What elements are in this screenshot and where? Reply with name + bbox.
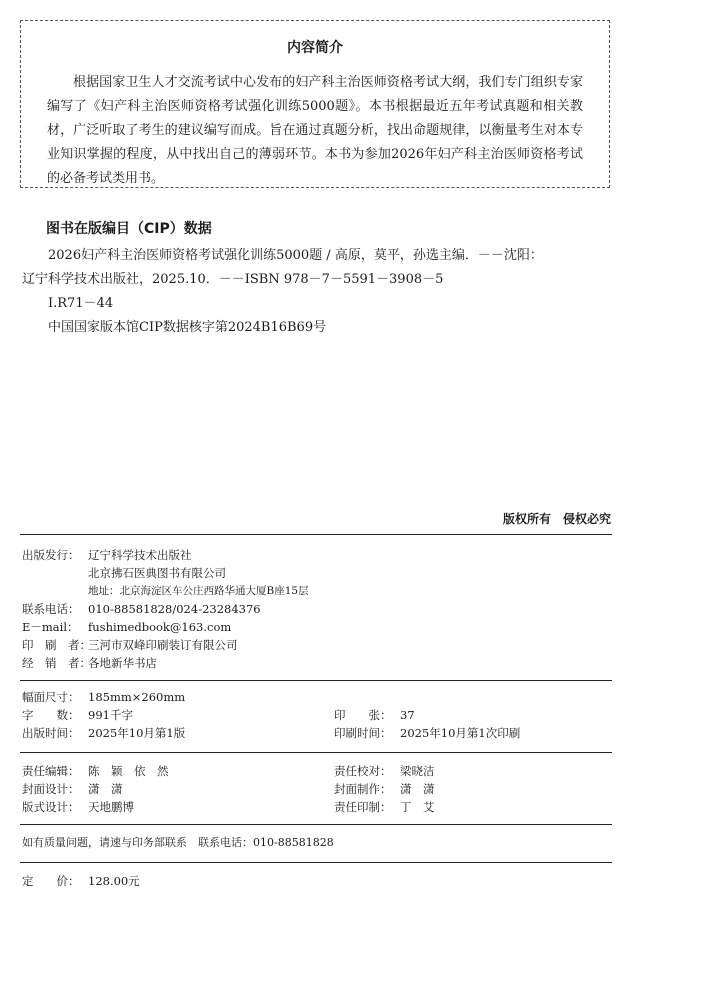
pub-date-label: 出版时间： [22,726,80,740]
intro-box [20,20,610,188]
divider [20,862,612,863]
cip-heading: 图书在版编目（CIP）数据 [46,221,212,237]
rights-notice: 版权所有 侵权必究 [502,512,611,526]
phone: 010-88581828/024-23284376 [88,602,261,616]
cover-make: 潇 潇 [400,782,435,796]
email: fushimedbook@163.com [88,620,232,634]
sheets-label: 印 张： [334,708,392,722]
cover-design: 潇 潇 [88,782,123,796]
size-label: 幅面尺寸： [22,690,80,704]
price-row [22,872,140,890]
distributor-label: 经 销 者： [22,656,91,670]
specs-info [22,688,612,742]
publisher: 辽宁科学技术出版社 [88,548,192,562]
cip-line-1: 2026妇产科主治医师资格考试强化训练5000题 / 高原，莫平，孙选主编．－－沈阳： [48,248,543,263]
divider [20,534,612,535]
distributor: 各地新华书店 [88,656,157,670]
layout-label: 版式设计： [22,800,80,814]
price: 128.00元 [88,874,140,888]
proof-label: 责任校对： [334,764,392,778]
print-resp: 丁 艾 [400,800,435,814]
printer-label: 印 刷 者： [22,638,91,652]
cip-line-4: 中国国家版本馆CIP数据核字第2024B16B69号 [48,320,327,335]
words-label: 字 数： [22,708,80,722]
layout: 天地鹏博 [88,800,134,814]
quality-note: 如有质量问题，请速与印务部联系 联系电话：010-88581828 [22,836,334,849]
phone-label: 联系电话： [22,602,80,616]
pub-date: 2025年10月第1版 [88,726,186,740]
intro-paragraph: 根据国家卫生人才交流考试中心发布的妇产科主治医师资格考试大纲，我们专门组织专家编写了《妇产科主治医师资格考试强化训练5000题》。本书根据最近五年考试真题和相关教材，广泛听取了考生的建议编写而成。旨在通过真题分析，找出命题规律，以衡量考生对本专业知识掌握的程度，从中找出自己的薄弱环节。本书为参加2026年妇产科主治医师资格考试的必备考试类用书。 [47,75,583,186]
print-resp-label: 责任印制： [334,800,392,814]
editor-label: 责任编辑： [22,764,80,778]
intro-title: 内容简介 [287,40,343,56]
cip-line-2: 辽宁科学技术出版社，2025.10．－－ISBN 978－7－5591－3908－5 [22,272,444,287]
cover-design-label: 封面设计： [22,782,80,796]
divider [20,680,612,681]
divider [20,752,612,753]
divider [20,824,612,825]
cip-line-3: Ⅰ.R71－44 [48,296,114,311]
print-date-label: 印刷时间： [334,726,392,740]
sheets: 37 [400,708,415,722]
price-label: 定 价： [22,874,80,888]
print-date: 2025年10月第1次印刷 [400,726,521,740]
address: 地址：北京海淀区车公庄西路华通大厦B座15层 [88,585,309,597]
staff-info [22,762,612,816]
co-publisher: 北京拂石医典图书有限公司 [88,566,226,580]
size: 185mm×260mm [88,690,186,704]
email-label: E－mail： [22,620,79,634]
publisher-label: 出版发行： [22,548,80,562]
publishing-info [22,546,309,672]
printer: 三河市双峰印刷装订有限公司 [88,638,238,652]
words: 991千字 [88,708,133,722]
cover-make-label: 封面制作： [334,782,392,796]
cip-block [22,244,622,340]
proof: 梁晓洁 [400,764,435,778]
editor: 陈 颖 依 然 [88,764,169,778]
